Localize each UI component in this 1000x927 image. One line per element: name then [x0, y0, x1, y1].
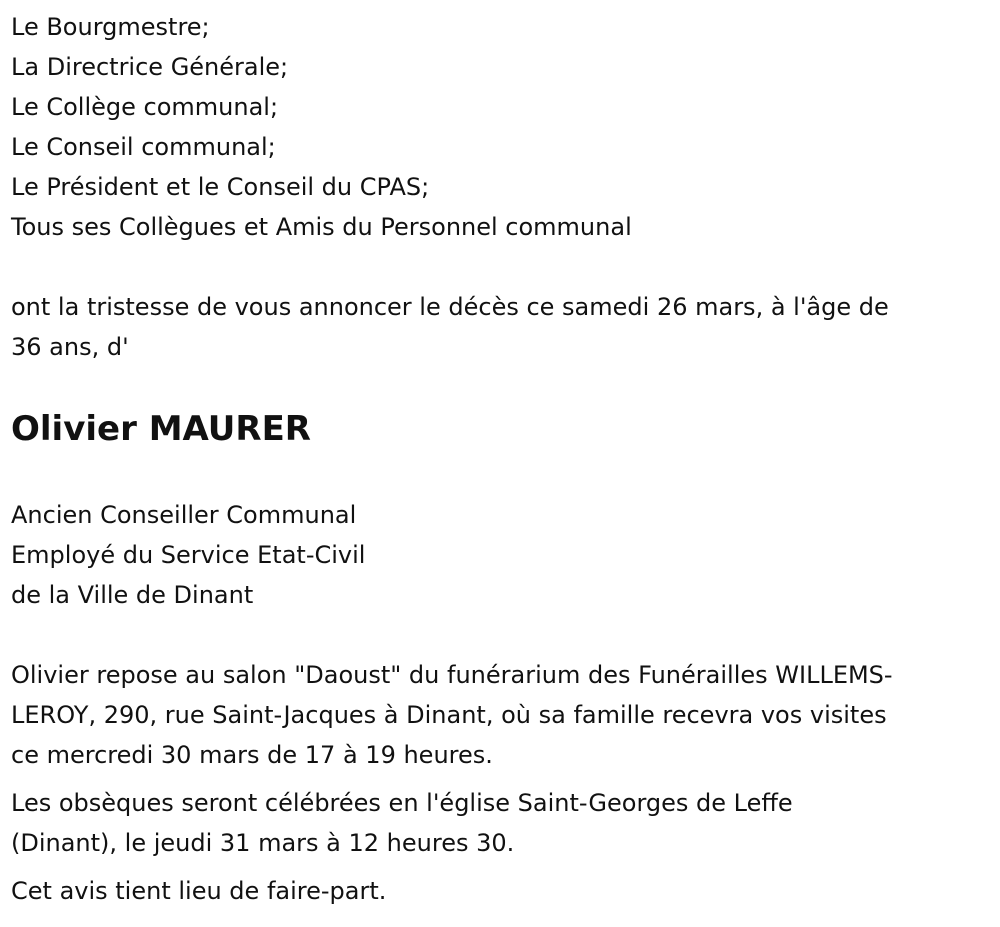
funeral-line: Les obsèques seront célébrées en l'église Saint-Georges de Leffe [11, 789, 793, 817]
obituary-notice [11, 7, 986, 911]
announcement-paragraph [11, 287, 986, 367]
visitation-paragraph [11, 655, 986, 775]
sender-line: Le Président et le Conseil du CPAS; [11, 173, 430, 201]
title-line: Employé du Service Etat-Civil [11, 541, 366, 569]
visitation-line: ce mercredi 30 mars de 17 à 19 heures. [11, 741, 493, 769]
deceased-name: Olivier MAURER [11, 409, 311, 449]
title-line: de la Ville de Dinant [11, 581, 254, 609]
announcement-line: 36 ans, d' [11, 333, 129, 361]
sender-line: Le Collège communal; [11, 93, 279, 121]
senders-list [11, 7, 986, 247]
visitation-line: LEROY, 290, rue Saint-Jacques à Dinant, où sa famille recevra vos visites [11, 701, 887, 729]
sender-line: La Directrice Générale; [11, 53, 289, 81]
funeral-paragraph [11, 783, 986, 863]
visitation-line: Olivier repose au salon "Daoust" du funérarium des Funérailles WILLEMS- [11, 661, 893, 689]
titles-list [11, 495, 986, 615]
sender-line: Tous ses Collègues et Amis du Personnel communal [11, 213, 632, 241]
sender-line: Le Conseil communal; [11, 133, 276, 161]
announcement-line: ont la tristesse de vous annoncer le décès ce samedi 26 mars, à l'âge de [11, 293, 889, 321]
closing-paragraph [11, 871, 986, 911]
closing-line: Cet avis tient lieu de faire-part. [11, 877, 387, 905]
sender-line: Le Bourgmestre; [11, 13, 210, 41]
title-line: Ancien Conseiller Communal [11, 501, 357, 529]
funeral-line: (Dinant), le jeudi 31 mars à 12 heures 30. [11, 829, 515, 857]
